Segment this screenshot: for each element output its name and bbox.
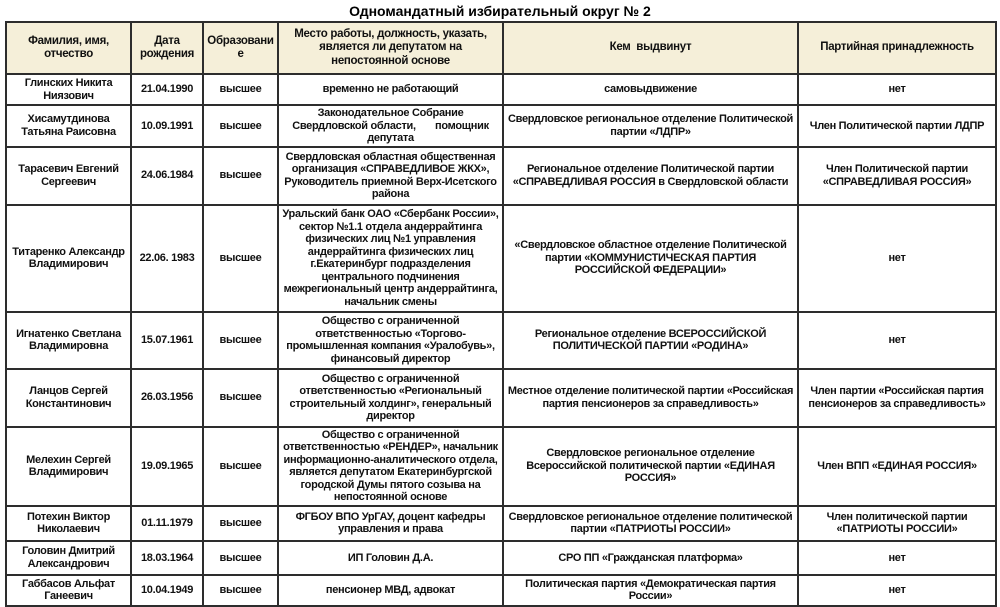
col-header-education: Образование: [203, 22, 278, 74]
candidate-name: Потехин Виктор Николаевич: [6, 506, 131, 541]
page-title: Одномандатный избирательный округ № 2: [349, 3, 651, 19]
workplace: ИП Головин Д.А.: [278, 541, 503, 575]
candidate-name: Глинских Никита Ниязович: [6, 74, 131, 105]
education: высшее: [203, 205, 278, 312]
education: высшее: [203, 147, 278, 205]
nominated-by: Свердловское региональное отделение Политической партии «ЛДПР»: [503, 105, 798, 147]
col-header-nominated-by: Кем выдвинут: [503, 22, 798, 74]
table-row: [6, 369, 996, 427]
table-row: [6, 506, 996, 541]
education: высшее: [203, 369, 278, 427]
workplace: ФГБОУ ВПО УрГАУ, доцент кафедры управления и права: [278, 506, 503, 541]
birth-date: 26.03.1956: [131, 369, 203, 427]
candidate-name: Ланцов Сергей Константинович: [6, 369, 131, 427]
party-affiliation: нет: [798, 312, 996, 369]
workplace: Свердловская областная общественная организация «СПРАВЕДЛИВОЕ ЖКХ», Руководитель приемной Верх-Исетского района: [278, 147, 503, 205]
birth-date: 24.06.1984: [131, 147, 203, 205]
birth-date: 10.04.1949: [131, 575, 203, 606]
workplace: Уральский банк ОАО «Сбербанк России», сектор №1.1 отдела андеррайтинга физических лиц №1 управления андеррайтинга физических лиц г.Екатеринбург подразделения центрального подчинения межрегиональный центр андеррайтинга, начальник смены: [278, 205, 503, 312]
workplace: временно не работающий: [278, 74, 503, 105]
candidate-name: Мелехин Сергей Владимирович: [6, 427, 131, 506]
education: высшее: [203, 541, 278, 575]
birth-date: 21.04.1990: [131, 74, 203, 105]
nominated-by: Региональное отделение Политической партии «СПРАВЕДЛИВАЯ РОССИЯ в Свердловской области: [503, 147, 798, 205]
table-row: [6, 312, 996, 369]
nominated-by: Региональное отделение ВСЕРОССИЙСКОЙ ПОЛИТИЧЕСКОЙ ПАРТИИ «РОДИНА»: [503, 312, 798, 369]
nominated-by: самовыдвижение: [503, 74, 798, 105]
party-affiliation: нет: [798, 575, 996, 606]
nominated-by: Свердловское региональное отделение Всероссийской политической партии «ЕДИНАЯ РОССИЯ»: [503, 427, 798, 506]
workplace: Законодательное Собрание Свердловской области, помощник депутата: [278, 105, 503, 147]
party-affiliation: Член Политической партии «СПРАВЕДЛИВАЯ РОССИЯ»: [798, 147, 996, 205]
workplace: Общество с ограниченной ответственностью «РЕНДЕР», начальник информационно-аналитического отдела, является депутатом Екатеринбургской городской Думы пятого созыва на непостоянной основе: [278, 427, 503, 506]
party-affiliation: Член ВПП «ЕДИНАЯ РОССИЯ»: [798, 427, 996, 506]
education: высшее: [203, 506, 278, 541]
party-affiliation: Член политической партии «ПАТРИОТЫ РОССИИ»: [798, 506, 996, 541]
education: высшее: [203, 74, 278, 105]
nominated-by: Свердловское региональное отделение политической партии «ПАТРИОТЫ РОССИИ»: [503, 506, 798, 541]
education: высшее: [203, 105, 278, 147]
party-affiliation: Член партии «Российская партия пенсионеров за справедливость»: [798, 369, 996, 427]
candidate-name: Хисамутдинова Татьяна Раисовна: [6, 105, 131, 147]
candidate-name: Игнатенко Светлана Владимировна: [6, 312, 131, 369]
birth-date: 18.03.1964: [131, 541, 203, 575]
candidates-table: [5, 21, 997, 607]
col-header-full-name: Фамилия, имя, отчество: [6, 22, 131, 74]
candidate-name: Габбасов Альфат Ганеевич: [6, 575, 131, 606]
workplace: пенсионер МВД, адвокат: [278, 575, 503, 606]
table-row: [6, 575, 996, 606]
table-row: [6, 541, 996, 575]
party-affiliation: нет: [798, 205, 996, 312]
col-header-party-affiliation: Партийная принадлежность: [798, 22, 996, 74]
table-row: [6, 105, 996, 147]
col-header-birth-date: Дата рождения: [131, 22, 203, 74]
education: высшее: [203, 575, 278, 606]
table-row: [6, 427, 996, 506]
birth-date: 15.07.1961: [131, 312, 203, 369]
nominated-by: Политическая партия «Демократическая партия России»: [503, 575, 798, 606]
party-affiliation: Член Политической партии ЛДПР: [798, 105, 996, 147]
workplace: Общество с ограниченной ответственностью «Торгово-промышленная компания «Уралобувь», финансовый директор: [278, 312, 503, 369]
workplace: Общество с ограниченной ответственностью «Региональный строительный холдинг», генеральный директор: [278, 369, 503, 427]
nominated-by: СРО ПП «Гражданская платформа»: [503, 541, 798, 575]
party-affiliation: нет: [798, 74, 996, 105]
education: высшее: [203, 312, 278, 369]
nominated-by: Местное отделение политической партии «Российская партия пенсионеров за справедливость»: [503, 369, 798, 427]
candidate-name: Тарасевич Евгений Сергеевич: [6, 147, 131, 205]
candidate-name: Титаренко Александр Владимирович: [6, 205, 131, 312]
birth-date: 01.11.1979: [131, 506, 203, 541]
table-row: [6, 74, 996, 105]
birth-date: 10.09.1991: [131, 105, 203, 147]
table-row: [6, 205, 996, 312]
party-affiliation: нет: [798, 541, 996, 575]
col-header-workplace: Место работы, должность, указать, является ли депутатом на непостоянной основе: [278, 22, 503, 74]
candidate-name: Головин Дмитрий Александрович: [6, 541, 131, 575]
birth-date: 22.06. 1983: [131, 205, 203, 312]
education: высшее: [203, 427, 278, 506]
table-row: [6, 147, 996, 205]
table-header-row: [6, 22, 996, 74]
nominated-by: «Свердловское областное отделение Политической партии «КОММУНИСТИЧЕСКАЯ ПАРТИЯ РОССИЙСКОЙ ФЕДЕРАЦИИ»: [503, 205, 798, 312]
birth-date: 19.09.1965: [131, 427, 203, 506]
